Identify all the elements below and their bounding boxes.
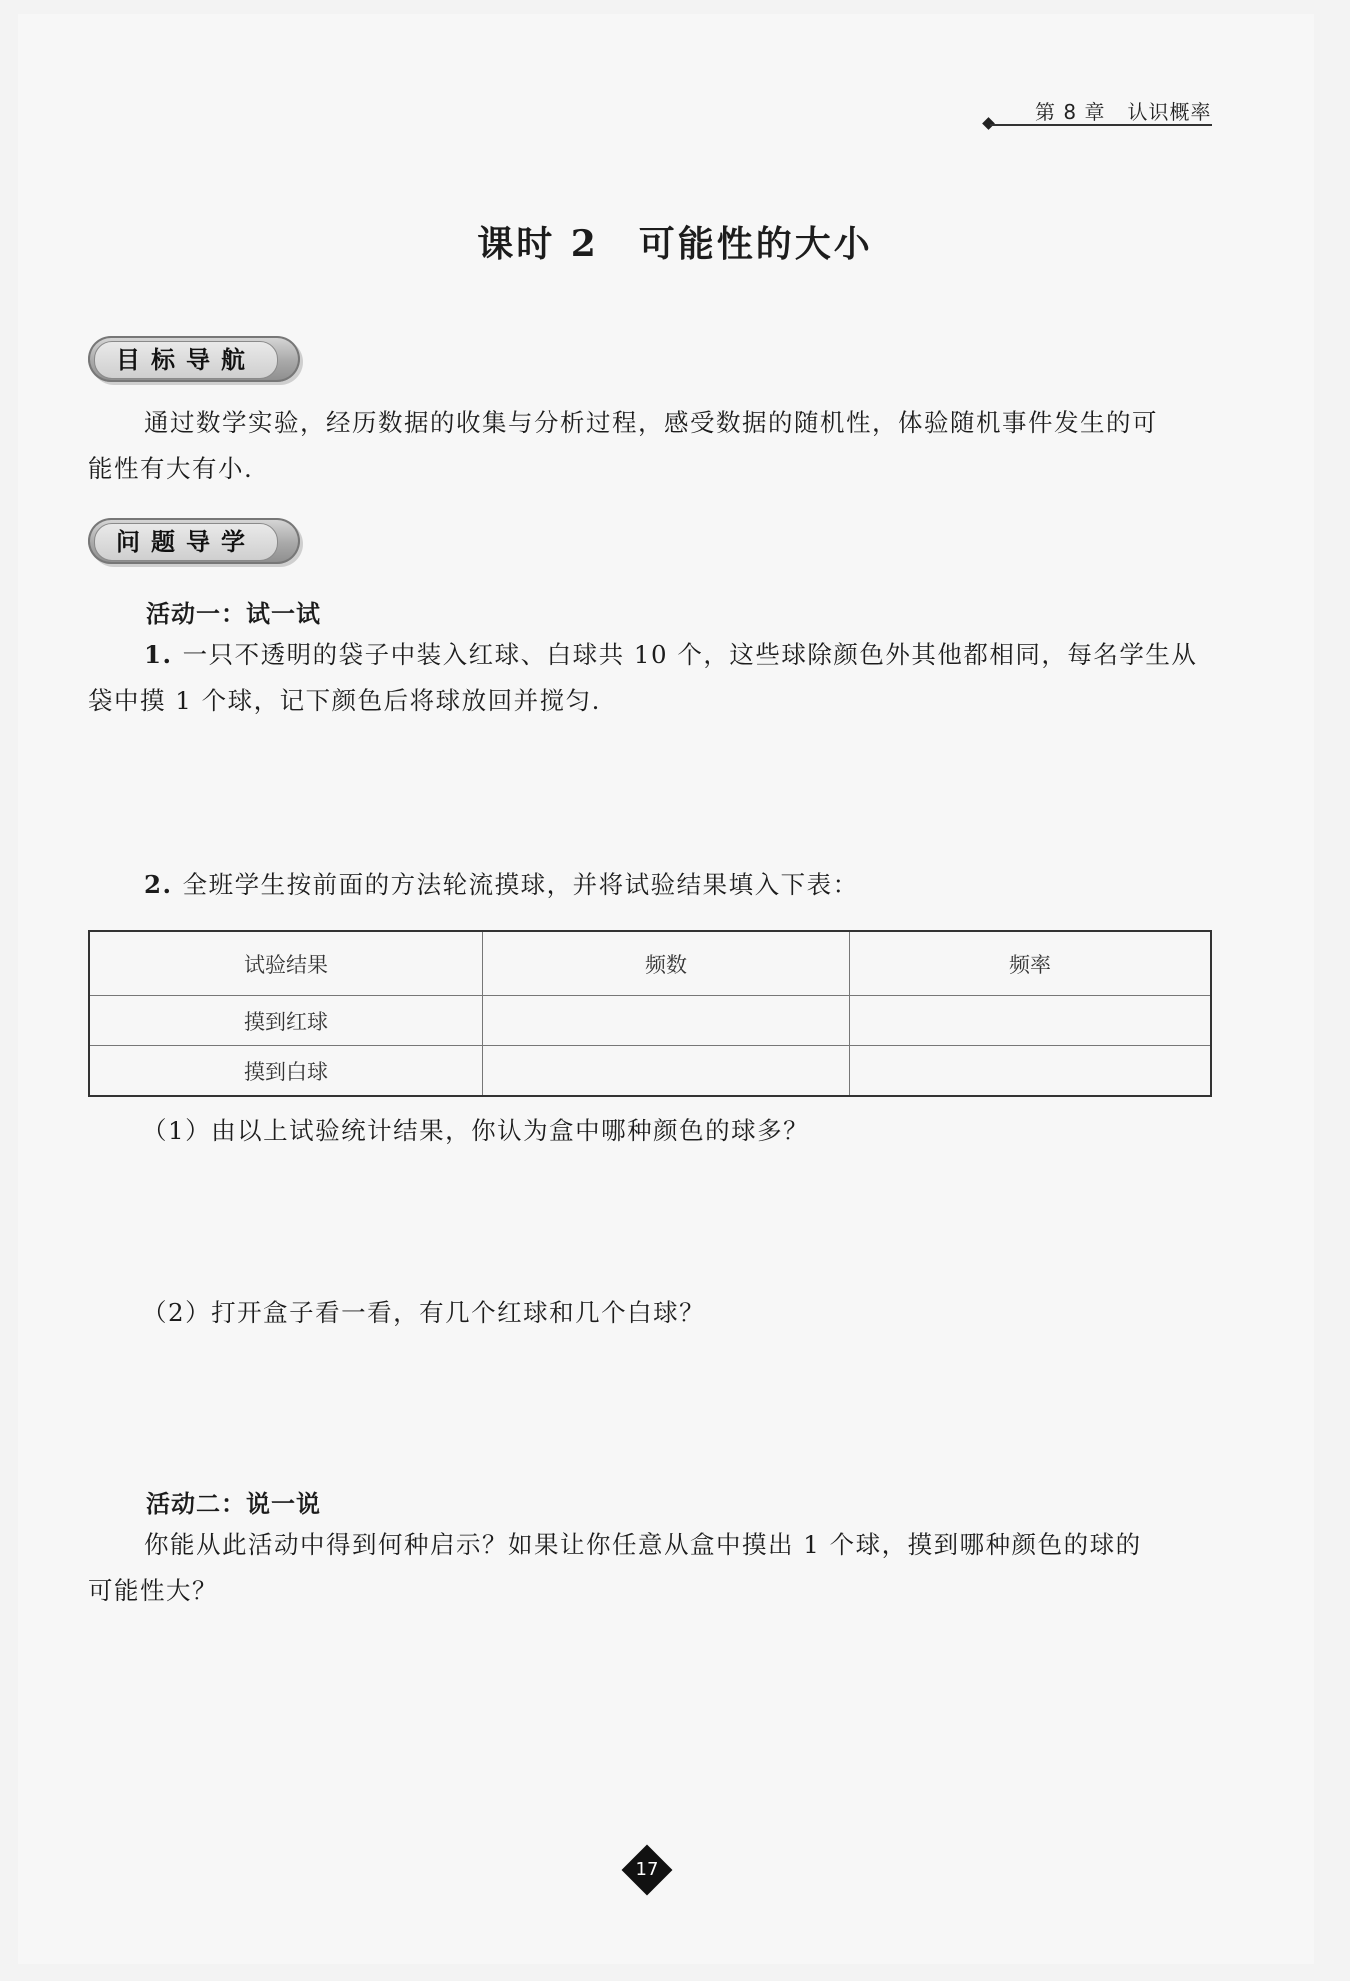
- sub-question-1: （1）由以上试验统计结果，你认为盒中哪种颜色的球多？: [142, 1116, 810, 1145]
- section-badge-goals-label: 目标导航: [94, 341, 278, 379]
- page-number-badge: [622, 1845, 672, 1895]
- question-1-line-2: 袋中摸 1 个球，记下颜色后将球放回并搅匀.: [88, 686, 601, 715]
- section-badge-goals: [88, 336, 300, 382]
- question-1-number: 1.: [144, 640, 173, 669]
- chapter-number: 第 8 章: [1035, 100, 1106, 124]
- table-cell-rate[interactable]: [850, 1046, 1212, 1097]
- activity-2-line-1: 你能从此活动中得到何种启示？如果让你任意从盒中摸出 1 个球，摸到哪种颜色的球的: [144, 1530, 1142, 1559]
- table-header-frequency: 频数: [483, 931, 850, 996]
- chapter-header: [1035, 96, 1233, 125]
- question-2: [88, 862, 1212, 908]
- table-header-result: 试验结果: [89, 931, 483, 996]
- activity-2-line-2: 可能性大？: [88, 1576, 218, 1605]
- table-header-rate: 频率: [850, 931, 1212, 996]
- table-cell-outcome: 摸到红球: [89, 996, 483, 1046]
- chapter-title: 认识概率: [1127, 100, 1212, 124]
- header-rule: [990, 124, 1212, 126]
- question-2-text: 全班学生按前面的方法轮流摸球，并将试验结果填入下表：: [182, 870, 859, 899]
- table-row: [89, 1046, 1211, 1097]
- section-badge-questions: [88, 518, 300, 564]
- table-header-row: [89, 931, 1211, 996]
- activity-2-heading: 活动二：说一说: [146, 1490, 321, 1518]
- activity-1-heading: 活动一：试一试: [146, 600, 321, 628]
- table-row: [89, 996, 1211, 1046]
- goals-line-1: 通过数学实验，经历数据的收集与分析过程，感受数据的随机性，体验随机事件发生的可: [144, 408, 1158, 437]
- table-cell-frequency[interactable]: [483, 996, 850, 1046]
- activity-2-paragraph: [88, 1522, 1212, 1614]
- table-cell-outcome: 摸到白球: [89, 1046, 483, 1097]
- lesson-title-text: 可能性的大小: [638, 223, 873, 265]
- question-2-number: 2.: [144, 870, 173, 899]
- section-badge-questions-label: 问题导学: [94, 523, 278, 561]
- table-cell-rate[interactable]: [850, 996, 1212, 1046]
- question-1-line-1: [88, 632, 1212, 678]
- page-number: 17: [635, 1859, 659, 1880]
- question-1-text: 一只不透明的袋子中装入红球、白球共 10 个，这些球除颜色外其他都相同，每名学生从: [182, 640, 1198, 669]
- question-1: [88, 632, 1212, 724]
- table-cell-frequency[interactable]: [483, 1046, 850, 1097]
- sub-question-2: （2）打开盒子看一看，有几个红球和几个白球？: [142, 1298, 706, 1327]
- lesson-title: [0, 216, 1350, 267]
- goals-paragraph: [88, 400, 1212, 492]
- question-2-line: [88, 862, 1212, 908]
- lesson-number: 课时 2: [477, 223, 599, 265]
- goals-line-2: 能性有大有小.: [88, 454, 254, 483]
- results-table: [88, 930, 1212, 1097]
